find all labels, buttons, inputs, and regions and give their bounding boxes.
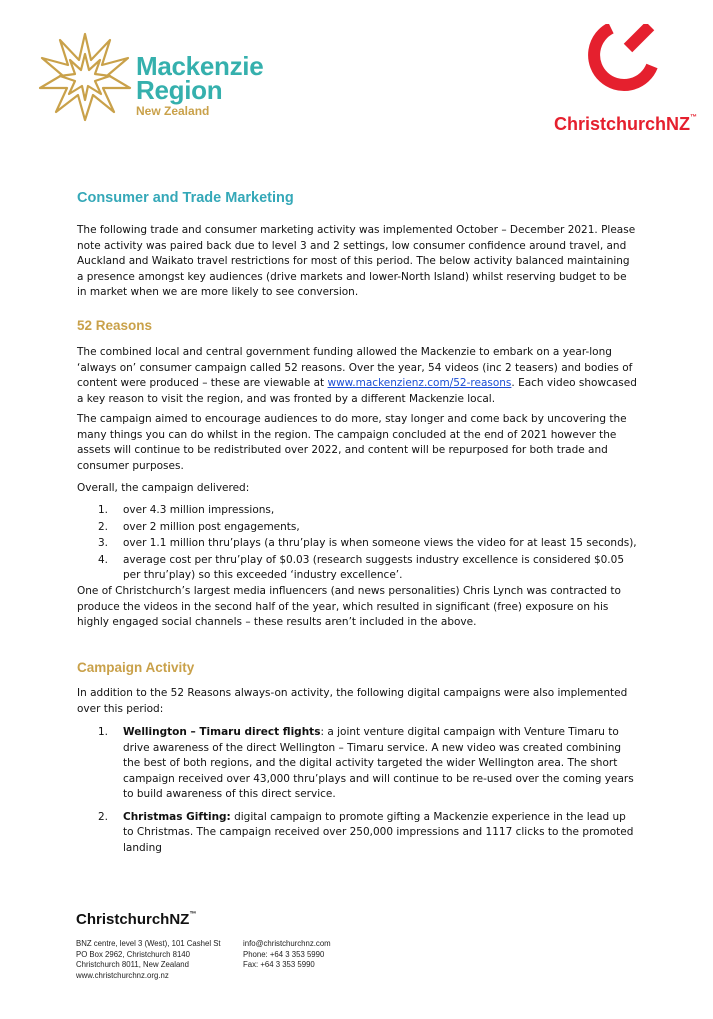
mackenzie-logo-line2: Region — [136, 75, 223, 105]
campaign-item-title: Christmas Gifting: — [123, 810, 231, 823]
campaign-item-title: Wellington – Timaru direct flights — [123, 726, 321, 738]
list-number: 2. — [98, 520, 109, 533]
reasons-paragraph-2: The campaign aimed to encourage audiences to do more, stay longer and come back by uncovering the many things you can do whilst in the region. The campaign concluded at the end of 2021 however the assets will continue to be redistributed over 2022, and content will be repurposed for both trade and consumer purposes. — [77, 413, 627, 472]
list-number: 4. — [98, 553, 109, 566]
list-item — [77, 536, 637, 552]
christchurch-logo-text — [554, 114, 697, 135]
list-number: 3. — [98, 537, 109, 549]
list-number: 1. — [98, 726, 109, 738]
mackenzie-logo — [38, 32, 268, 122]
christchurch-logo-word: ChristchurchNZ — [554, 114, 691, 134]
footer-website: www.christchurchnz.org.nz — [76, 970, 169, 980]
footer-fax: Fax: +64 3 353 5990 — [243, 960, 315, 969]
footer-contact — [243, 939, 403, 971]
footer-trademark: ™ — [189, 911, 197, 918]
52-reasons-link[interactable]: www.mackenzienz.com/52-reasons — [327, 377, 512, 389]
mackenzie-logo-sub: New Zealand — [136, 104, 210, 118]
reasons-paragraph-3: Overall, the campaign delivered: — [77, 482, 250, 494]
list-item — [77, 503, 637, 519]
list-item — [77, 520, 637, 536]
list-text: over 4.3 million impressions, — [123, 504, 275, 516]
campaign-intro: In addition to the 52 Reasons always-on activity, the following digital campaigns were also implemented over this period: — [77, 687, 628, 715]
reasons-p1-text-end: . Each video showcased a key reason to visit the region, and was fronted by a different Mackenzie local. — [77, 377, 637, 405]
list-text: average cost per thru’play of $0.03 (research suggests industry excellence is considered $0.05 per thru’play) so this exceeded ‘industry excellence’. — [123, 553, 625, 581]
footer-email: info@christchurchnz.com — [243, 939, 331, 948]
reasons-p1-text: The combined local and central government funding allowed the Mackenzie to embark on a year-long ‘always on’ consumer campaign called 52 reasons. Over the year, 54 videos (inc 2 teasers) and bodies of content were produced – these are viewable at — [77, 346, 633, 389]
christchurch-logo — [548, 24, 698, 139]
footer-brand — [76, 911, 196, 928]
list-number: 2. — [98, 810, 109, 823]
reasons-paragraph-4: One of Christchurch’s largest media influencers (and news personalities) Chris Lynch was contracted to produce the videos in the second half of the year, which resulted in significant (free) exposure on his highly engaged social channels – these results aren’t included in the above. — [77, 585, 621, 628]
list-item — [77, 553, 637, 584]
footer-address-line: BNZ centre, level 3 (West), 101 Cashel St — [76, 939, 221, 948]
footer-address-line: Christchurch 8011, New Zealand — [76, 960, 189, 969]
trademark-symbol: ™ — [690, 114, 698, 121]
star-burst-icon — [38, 32, 132, 122]
campaign-item-text: digital campaign to promote gifting a Mackenzie experience in the lead up to Christmas. The campaign received over 250,000 impressions and 1117 clicks to the promoted landing — [123, 810, 634, 854]
list-text: over 1.1 million thru’plays (a thru’play is when someone views the video for at least 15 seconds), — [123, 537, 637, 549]
consumer-trade-intro: The following trade and consumer marketing activity was implemented October – December 2021. Please note activity was paired back due to level 3 and 2 settings, low consumer confidence around travel, and Auckland and Waikato travel restrictions for most of this period. The below activity balanced maintaining a presence amongst key audiences (drive markets and lower-North Island) whilst reserving budget to be in market when we are more likely to see conversion. — [77, 224, 636, 298]
list-item — [77, 725, 637, 803]
reasons-results-list — [77, 503, 637, 584]
section-title-consumer-trade: Consumer and Trade Marketing — [77, 190, 294, 206]
reasons-paragraph-1 — [77, 345, 637, 407]
mackenzie-logo-line1: Mackenzie — [136, 51, 264, 81]
list-number: 1. — [98, 504, 109, 516]
section-title-52-reasons: 52 Reasons — [77, 318, 153, 333]
footer-phone: Phone: +64 3 353 5990 — [243, 949, 325, 959]
section-title-campaign-activity: Campaign Activity — [77, 660, 195, 675]
footer-address-line: PO Box 2962, Christchurch 8140 — [76, 949, 190, 959]
list-item — [77, 810, 637, 857]
campaign-item-text: : a joint venture digital campaign with Venture Timaru to drive awareness of the direct Wellington – Timaru service. A new video was created combining the best of both regions, and the digital activity targeted the wider Wellington area. The short campaign received over 43,000 thru’plays and will continue to be re-used over the coming years to build awareness of this direct service. — [123, 726, 634, 800]
footer-brand-text: ChristchurchNZ — [76, 911, 190, 928]
footer-address — [76, 939, 246, 981]
christchurch-c-mark-icon — [578, 24, 658, 104]
campaign-list — [77, 725, 637, 856]
list-text: over 2 million post engagements, — [123, 520, 300, 533]
